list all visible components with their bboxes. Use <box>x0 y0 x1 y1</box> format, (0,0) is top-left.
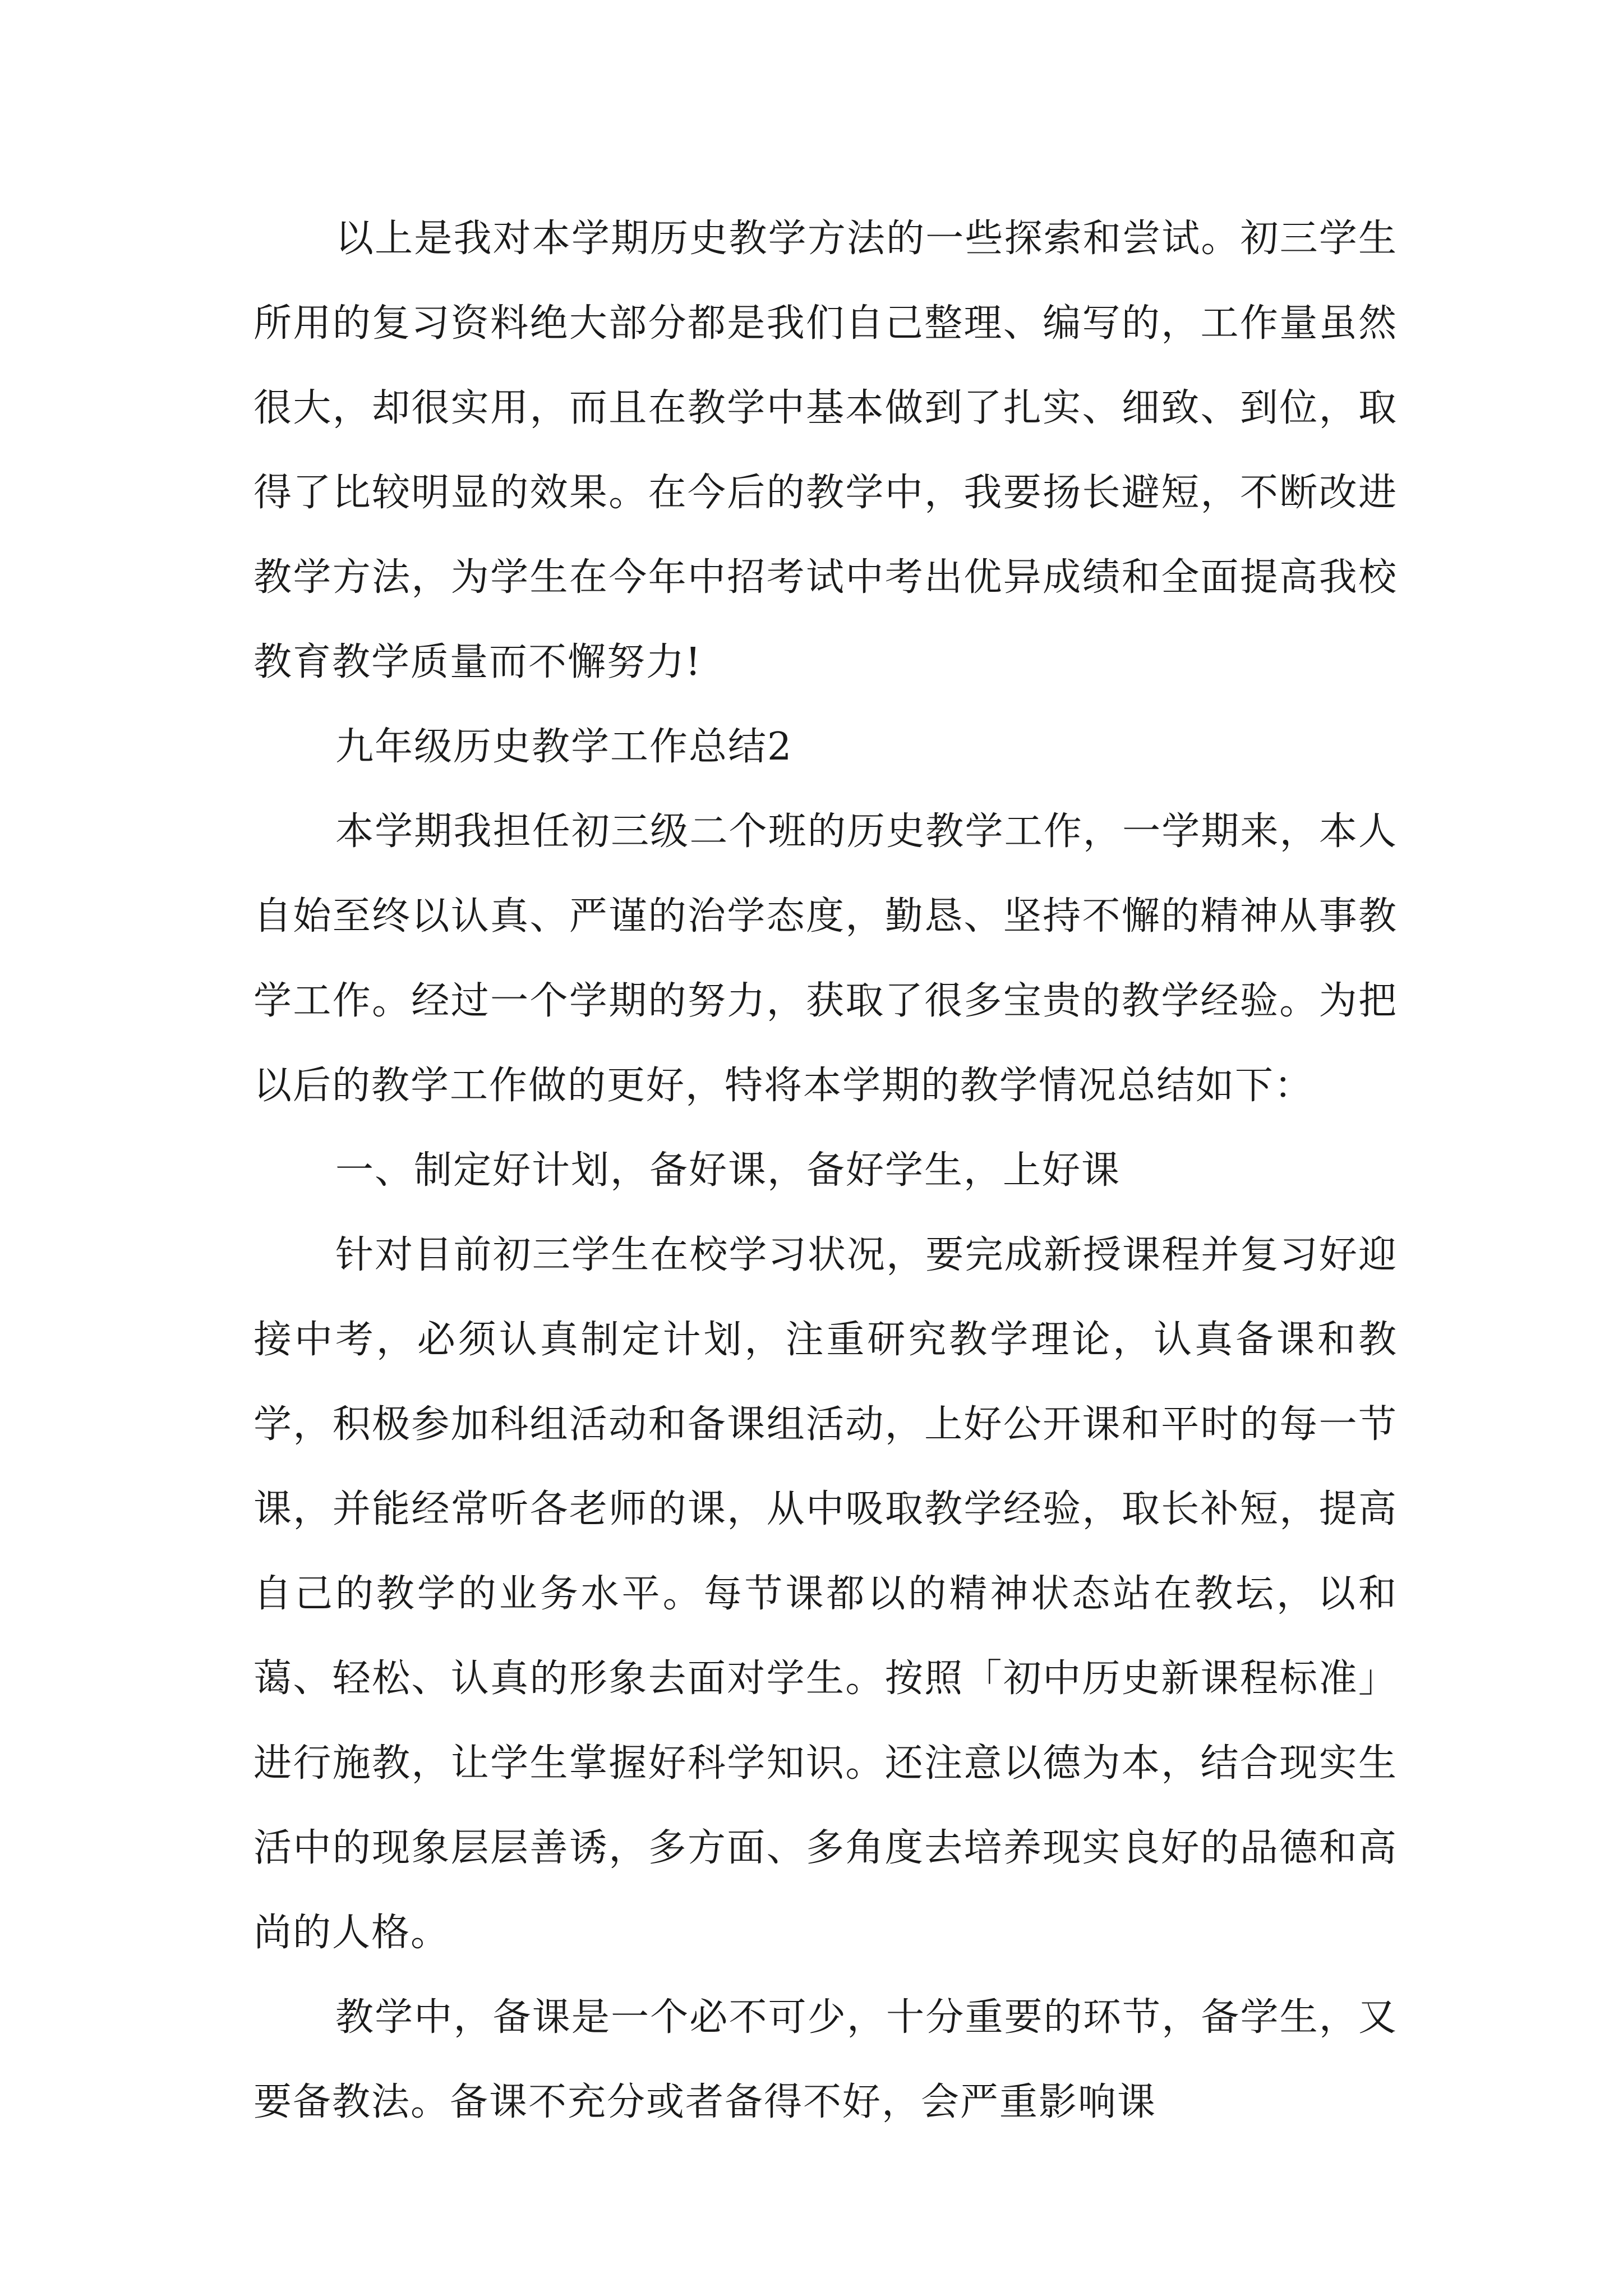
paragraph-intro: 本学期我担任初三级二个班的历史教学工作，一学期来，本人自始至终以认真、严谨的治学态度，勤恳、坚持不懈的精神从事教学工作。经过一个学期的努力，获取了很多宝贵的教学经验。为把以后的教学工作做的更好，特将本学期的教学情况总结如下： <box>253 809 1398 1108</box>
subsection-heading: 一、制定好计划，备好课，备好学生，上好课 <box>335 1148 1121 1193</box>
section-title: 九年级历史教学工作总结2 <box>335 725 793 769</box>
paragraph-lesson-prep: 教学中，备课是一个必不可少，十分重要的环节，备学生，又要备教法。备课不充分或者备得不好，会严重影响课 <box>253 1995 1398 2124</box>
paragraph-conclusion: 以上是我对本学期历史教学方法的一些探索和尝试。初三学生所用的复习资料绝大部分都是我们自己整理、编写的，工作量虽然很大，却很实用，而且在教学中基本做到了扎实、细致、到位，取得了比较明显的效果。在今后的教学中，我要扬长避短，不断改进教学方法，为学生在今年中招考试中考出优异成绩和全面提高我校教育教学质量而不懈努力! <box>253 217 1398 684</box>
document-body <box>253 196 1398 2145</box>
paragraph-planning: 针对目前初三学生在校学习状况，要完成新授课程并复习好迎接中考，必须认真制定计划，注重研究教学理论，认真备课和教学，积极参加科组活动和备课组活动，上好公开课和平时的每一节课，并能经常听各老师的课，从中吸取教学经验，取长补短，提高自己的教学的业务水平。每节课都以的精神状态站在教坛，以和蔼、轻松、认真的形象去面对学生。按照「初中历史新课程标准」进行施教，让学生掌握好科学知识。还注意以德为本，结合现实生活中的现象层层善诱，多方面、多角度去培养现实良好的品德和高尚的人格。 <box>253 1233 1398 1955</box>
